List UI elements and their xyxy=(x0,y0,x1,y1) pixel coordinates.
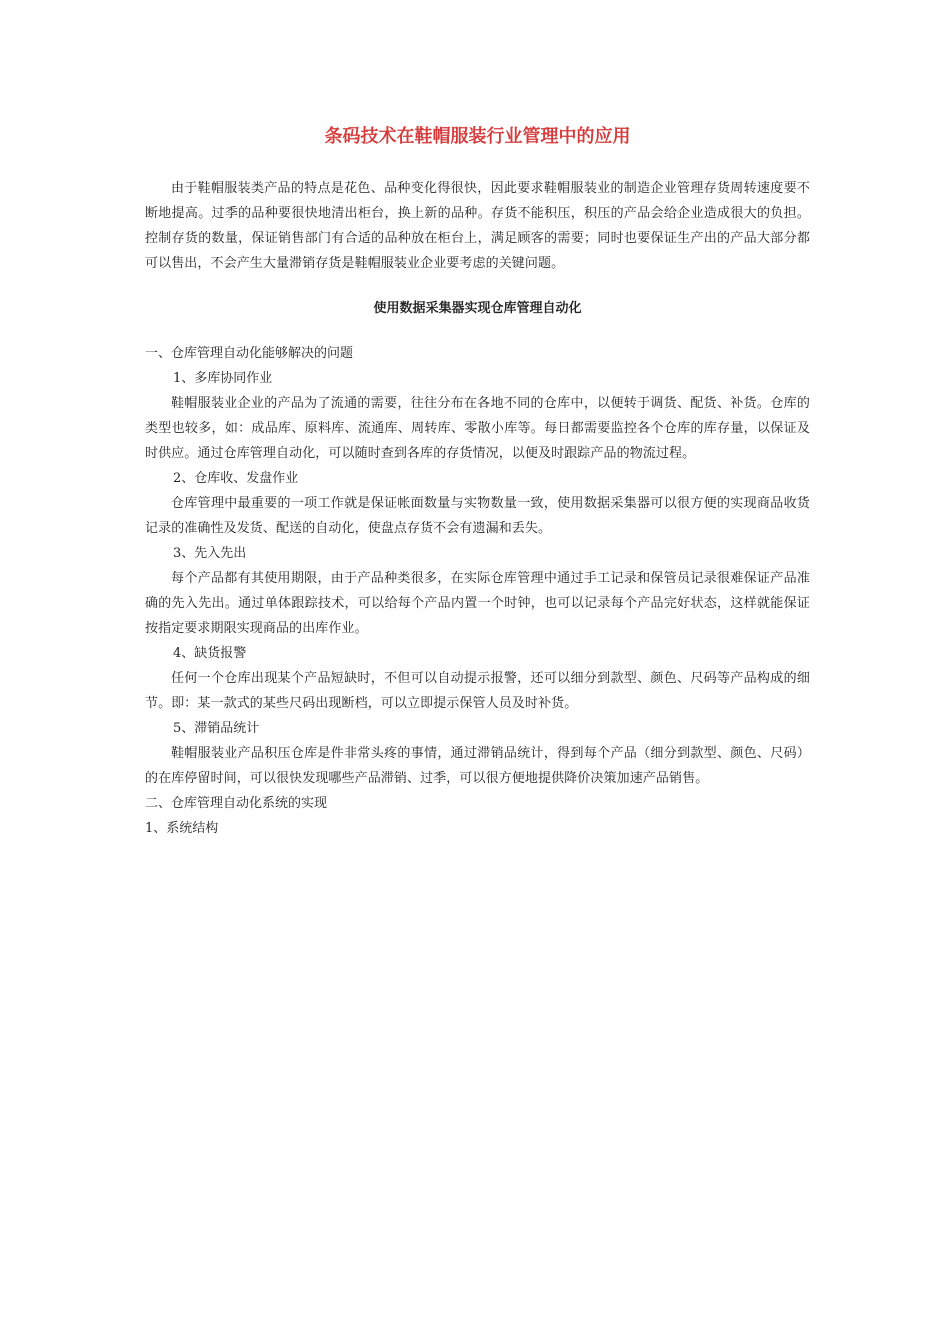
item2-heading: 2、仓库收、发盘作业 xyxy=(173,471,299,486)
item3-text: 每个产品都有其使用期限，由于产品种类很多，在实际仓库管理中通过手工记录和保管员记录很难保证产品准确的先入先出。通过单体跟踪技术，可以给每个产品内置一个时钟，也可以记录每个产品完好状态，这样就能保证按指定要求期限实现商品的出库作业。 xyxy=(145,571,810,636)
intro-paragraph: 由于鞋帽服装类产品的特点是花色、品种变化得很快，因此要求鞋帽服装业的制造企业管理存货周转速度要不断地提高。过季的品种要很快地清出柜台，换上新的品种。存货不能积压，积压的产品会给企业造成很大的负担。控制存货的数量，保证销售部门有合适的品种放在柜台上，满足顾客的需要；同时也要保证生产出的产品大部分都可以售出，不会产生大量滞销存货是鞋帽服装业企业要考虑的关键问题。 xyxy=(145,181,810,271)
section1-heading: 一、仓库管理自动化能够解决的问题 xyxy=(145,346,354,361)
section2-sub-heading: 1、系统结构 xyxy=(145,821,219,836)
section2-heading: 二、仓库管理自动化系统的实现 xyxy=(145,796,328,811)
item2-text: 仓库管理中最重要的一项工作就是保证帐面数量与实物数量一致，使用数据采集器可以很方便的实现商品收货记录的准确性及发货、配送的自动化，使盘点存货不会有遗漏和丢失。 xyxy=(145,496,810,536)
item4-heading: 4、缺货报警 xyxy=(173,646,247,661)
item5-text: 鞋帽服装业产品积压仓库是件非常头疼的事情，通过滞销品统计，得到每个产品（细分到款型、颜色、尺码）的在库停留时间，可以很快发现哪些产品滞销、过季，可以很方便地提供降价决策加速产品销售。 xyxy=(145,746,810,786)
item5-heading: 5、滞销品统计 xyxy=(173,721,260,736)
item1-heading: 1、多库协同作业 xyxy=(173,371,273,386)
document-body xyxy=(145,122,810,841)
item3-heading: 3、先入先出 xyxy=(173,546,247,561)
section-subtitle: 使用数据采集器实现仓库管理自动化 xyxy=(373,301,582,316)
item1-text: 鞋帽服装业企业的产品为了流通的需要，往往分布在各地不同的仓库中，以便转于调货、配货、补货。仓库的类型也较多，如：成品库、原料库、流通库、周转库、零散小库等。每日都需要监控各个仓库的库存量，以保证及时供应。通过仓库管理自动化，可以随时查到各库的存货情况，以便及时跟踪产品的物流过程。 xyxy=(145,396,810,461)
item4-text: 任何一个仓库出现某个产品短缺时，不但可以自动提示报警，还可以细分到款型、颜色、尺码等产品构成的细节。即：某一款式的某些尺码出现断档，可以立即提示保管人员及时补货。 xyxy=(145,671,810,711)
document-title: 条码技术在鞋帽服装行业管理中的应用 xyxy=(324,126,631,147)
